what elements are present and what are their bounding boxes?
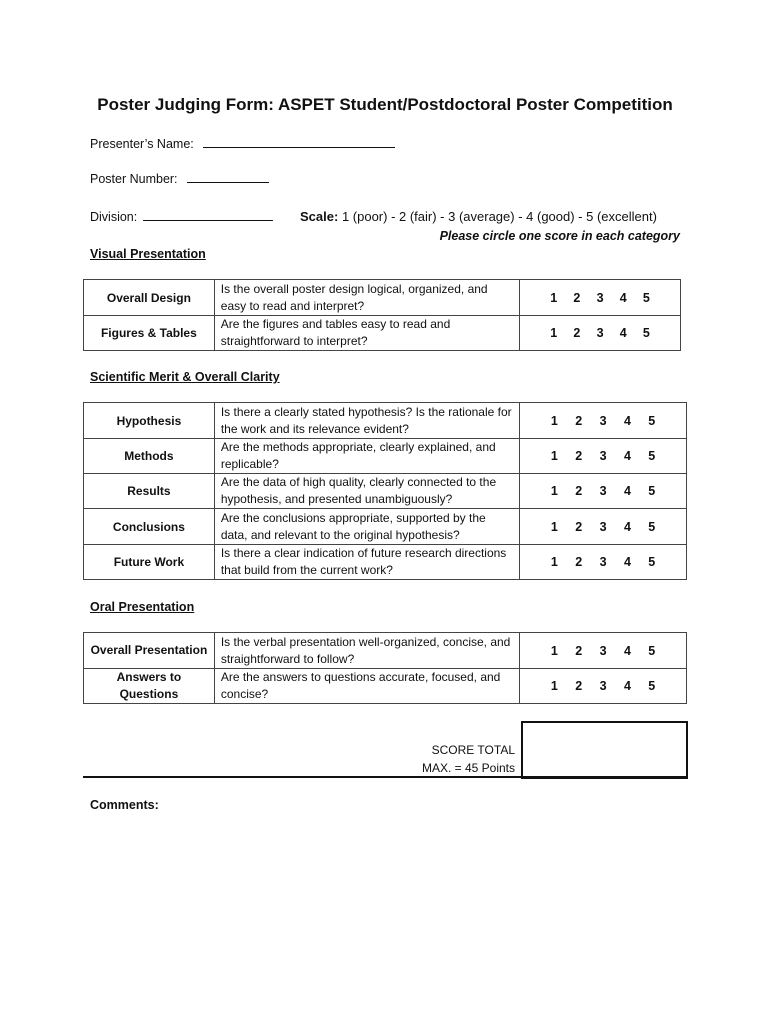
score-option[interactable]: 3 <box>596 290 604 305</box>
score-option[interactable]: 3 <box>599 679 607 693</box>
category-cell: Answers to Questions <box>84 669 215 704</box>
score-option[interactable]: 2 <box>575 413 583 428</box>
division-line[interactable] <box>143 209 273 221</box>
category-cell: Overall Design <box>84 280 215 316</box>
scale-legend <box>300 209 657 224</box>
category-cell: Conclusions <box>84 509 215 545</box>
score-option[interactable]: 5 <box>642 326 650 340</box>
division-label: Division: <box>90 210 138 224</box>
score-option[interactable]: 3 <box>596 326 604 340</box>
score-option[interactable]: 5 <box>648 484 656 498</box>
scale-text: 1 (poor) - 2 (fair) - 3 (average) - 4 (good) - 5 (excellent) <box>341 209 657 224</box>
score-option[interactable]: 5 <box>648 643 656 658</box>
score-cell <box>520 669 687 704</box>
score-option[interactable]: 5 <box>648 413 656 428</box>
score-option[interactable]: 1 <box>550 413 558 428</box>
table-row <box>84 474 687 509</box>
score-option[interactable]: 4 <box>623 413 631 428</box>
category-cell: Methods <box>84 439 215 474</box>
score-option[interactable]: 5 <box>648 449 656 463</box>
question-cell: Is there a clearly stated hypothesis? Is the rationale for the work and its relevance evident? <box>214 403 519 439</box>
question-cell: Are the answers to questions accurate, focused, and concise? <box>214 669 519 704</box>
score-option[interactable]: 2 <box>573 326 581 340</box>
visual-presentation-table <box>83 279 681 351</box>
question-cell: Are the figures and tables easy to read and straightforward to interpret? <box>214 316 519 351</box>
score-cell <box>520 280 681 316</box>
table-row <box>84 403 687 439</box>
presenter-name-line[interactable] <box>203 136 395 148</box>
score-option[interactable]: 4 <box>623 484 631 498</box>
score-option[interactable]: 2 <box>575 449 583 463</box>
score-total-box[interactable] <box>521 721 688 779</box>
score-option[interactable]: 5 <box>648 519 656 534</box>
question-cell: Is the overall poster design logical, organized, and easy to read and interpret? <box>214 280 519 316</box>
score-option[interactable]: 1 <box>550 449 558 463</box>
score-total-label: SCORE TOTAL <box>431 743 515 757</box>
score-option[interactable]: 2 <box>573 290 581 305</box>
score-option[interactable]: 2 <box>575 519 583 534</box>
question-cell: Are the conclusions appropriate, supported by the data, and relevant to the original hypothesis? <box>214 509 519 545</box>
score-option[interactable]: 1 <box>550 290 558 305</box>
poster-number-field[interactable] <box>90 171 269 186</box>
score-cell <box>520 316 681 351</box>
score-option[interactable]: 3 <box>599 643 607 658</box>
score-option[interactable]: 5 <box>648 679 656 693</box>
score-option[interactable]: 4 <box>623 519 631 534</box>
score-cell <box>520 439 687 474</box>
score-cell <box>520 403 687 439</box>
score-option[interactable]: 4 <box>619 290 627 305</box>
scientific-merit-table <box>83 402 687 580</box>
category-cell: Results <box>84 474 215 509</box>
score-option[interactable]: 3 <box>599 484 607 498</box>
scale-label: Scale: <box>300 209 339 224</box>
score-cell <box>520 474 687 509</box>
score-max-label: MAX. = 45 Points <box>421 761 515 775</box>
section-heading-oral: Oral Presentation <box>90 600 195 614</box>
score-option[interactable]: 1 <box>550 484 558 498</box>
table-row <box>84 280 681 316</box>
presenter-name-label: Presenter’s Name: <box>90 137 194 151</box>
score-option[interactable]: 4 <box>623 449 631 463</box>
table-row <box>84 439 687 474</box>
score-option[interactable]: 1 <box>550 679 558 693</box>
score-option[interactable]: 3 <box>599 413 607 428</box>
score-option[interactable]: 3 <box>599 449 607 463</box>
category-cell: Figures & Tables <box>84 316 215 351</box>
score-option[interactable]: 4 <box>623 555 631 569</box>
question-cell: Is the verbal presentation well-organized, concise, and straightforward to follow? <box>214 633 519 669</box>
score-option[interactable]: 2 <box>575 643 583 658</box>
form-title: Poster Judging Form: ASPET Student/Postdoctoral Poster Competition <box>97 95 673 114</box>
question-cell: Is there a clear indication of future research directions that build from the current work? <box>214 545 519 580</box>
score-option[interactable]: 4 <box>623 643 631 658</box>
score-cell <box>520 633 687 669</box>
poster-number-line[interactable] <box>187 171 269 183</box>
score-option[interactable]: 1 <box>550 643 558 658</box>
score-option[interactable]: 5 <box>642 290 650 305</box>
score-cell <box>520 509 687 545</box>
score-option[interactable]: 3 <box>599 555 607 569</box>
score-option[interactable]: 3 <box>599 519 607 534</box>
score-option[interactable]: 2 <box>575 679 583 693</box>
score-option[interactable]: 4 <box>623 679 631 693</box>
category-cell: Hypothesis <box>84 403 215 439</box>
section-heading-scientific: Scientific Merit & Overall Clarity <box>90 370 280 384</box>
category-cell: Overall Presentation <box>84 633 215 669</box>
oral-presentation-table <box>83 632 687 704</box>
score-option[interactable]: 1 <box>550 326 558 340</box>
score-option[interactable]: 2 <box>575 555 583 569</box>
score-divider <box>83 776 687 778</box>
table-row <box>84 316 681 351</box>
question-cell: Are the data of high quality, clearly connected to the hypothesis, and presented unambiguously? <box>214 474 519 509</box>
table-row <box>84 545 687 580</box>
section-heading-visual: Visual Presentation <box>90 247 206 261</box>
scale-instruction: Please circle one score in each category <box>439 229 680 243</box>
table-row <box>84 633 687 669</box>
question-cell: Are the methods appropriate, clearly explained, and replicable? <box>214 439 519 474</box>
score-option[interactable]: 5 <box>648 555 656 569</box>
score-option[interactable]: 1 <box>550 555 558 569</box>
presenter-name-field[interactable] <box>90 136 395 151</box>
table-row <box>84 509 687 545</box>
score-option[interactable]: 1 <box>550 519 558 534</box>
score-option[interactable]: 4 <box>619 326 627 340</box>
poster-number-label: Poster Number: <box>90 172 178 186</box>
comments-label: Comments: <box>90 798 159 812</box>
division-field[interactable] <box>90 209 273 224</box>
table-row <box>84 669 687 704</box>
score-option[interactable]: 2 <box>575 484 583 498</box>
category-cell: Future Work <box>84 545 215 580</box>
score-cell <box>520 545 687 580</box>
